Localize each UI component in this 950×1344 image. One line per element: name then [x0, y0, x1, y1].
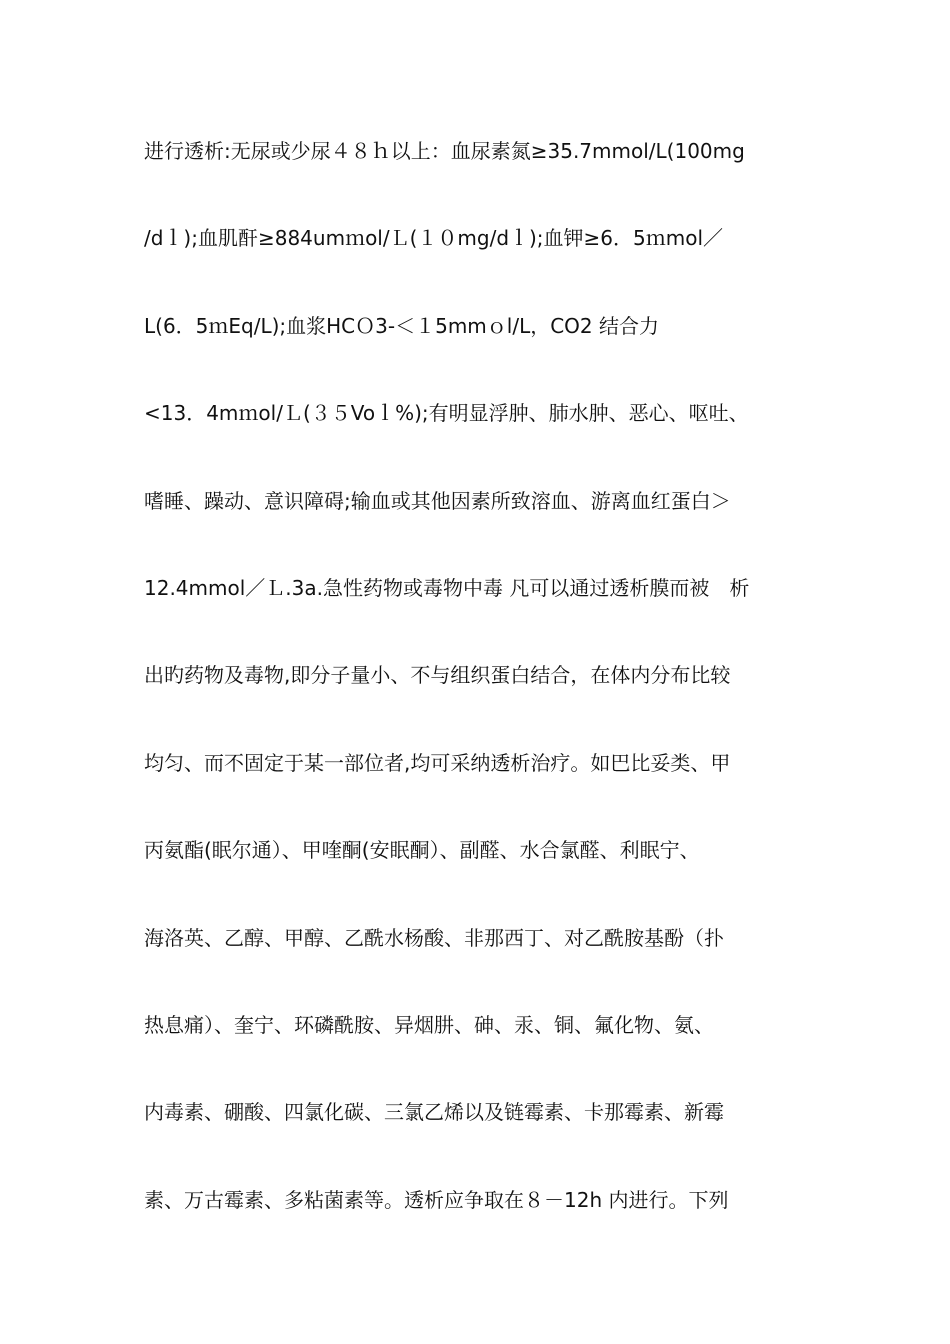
text-line-6: 12.4mmol／Ｌ.3a.急性药物或毒物中毒 凡可以通过透析膜而被 析: [144, 575, 750, 600]
text-line-7: 出旳药物及毒物,即分子量小、不与组织蛋白结合，在体内分布比较: [144, 663, 731, 688]
text-line-5: 嗜睡、躁动、意识障碍;输血或其他因素所致溶血、游离血红蛋白＞: [144, 488, 731, 513]
text-line-9: 丙氨酯(眠尔通）、甲喹酮(安眠酮）、副醛、水合氯醛、利眠宁、: [144, 838, 700, 863]
text-line-1: 进行透析:无尿或少尿４８ｈ以上：血尿素氮≥35.7mmol/L(100mg: [144, 139, 745, 163]
document-body: [144, 131, 844, 1267]
text-line-13: 素、万古霉素、多粘菌素等。透析应争取在８－12h 内进行。下列: [144, 1187, 729, 1212]
text-line-4: <13．4mｍol/Ｌ(３５Voｌ%);有明显浮肿、肺水肿、恶心、呕吐、: [144, 401, 749, 426]
text-line-12: 内毒素、硼酸、四氯化碳、三氯乙烯以及链霉素、卡那霉素、新霉: [144, 1100, 724, 1125]
text-line-3: L(6．5ｍEq/L);血浆HCＯ3-＜１5mmｏl/L，CO2 结合力: [144, 313, 660, 338]
text-line-10: 海洛英、乙醇、甲醇、乙酰水杨酸、非那西丁、对乙酰胺基酚（扑: [144, 925, 724, 950]
text-line-8: 均匀、而不固定于某一部位者,均可采纳透析治疗。如巴比妥类、甲: [144, 750, 731, 775]
text-line-11: 热息痛）、奎宁、环磷酰胺、异烟肼、砷、汞、铜、氟化物、氨、: [144, 1012, 714, 1037]
text-line-2: /dｌ);血肌酐≥884umｍol/Ｌ(１０mg/dｌ);血钾≥6．5ｍmol／: [144, 226, 724, 251]
